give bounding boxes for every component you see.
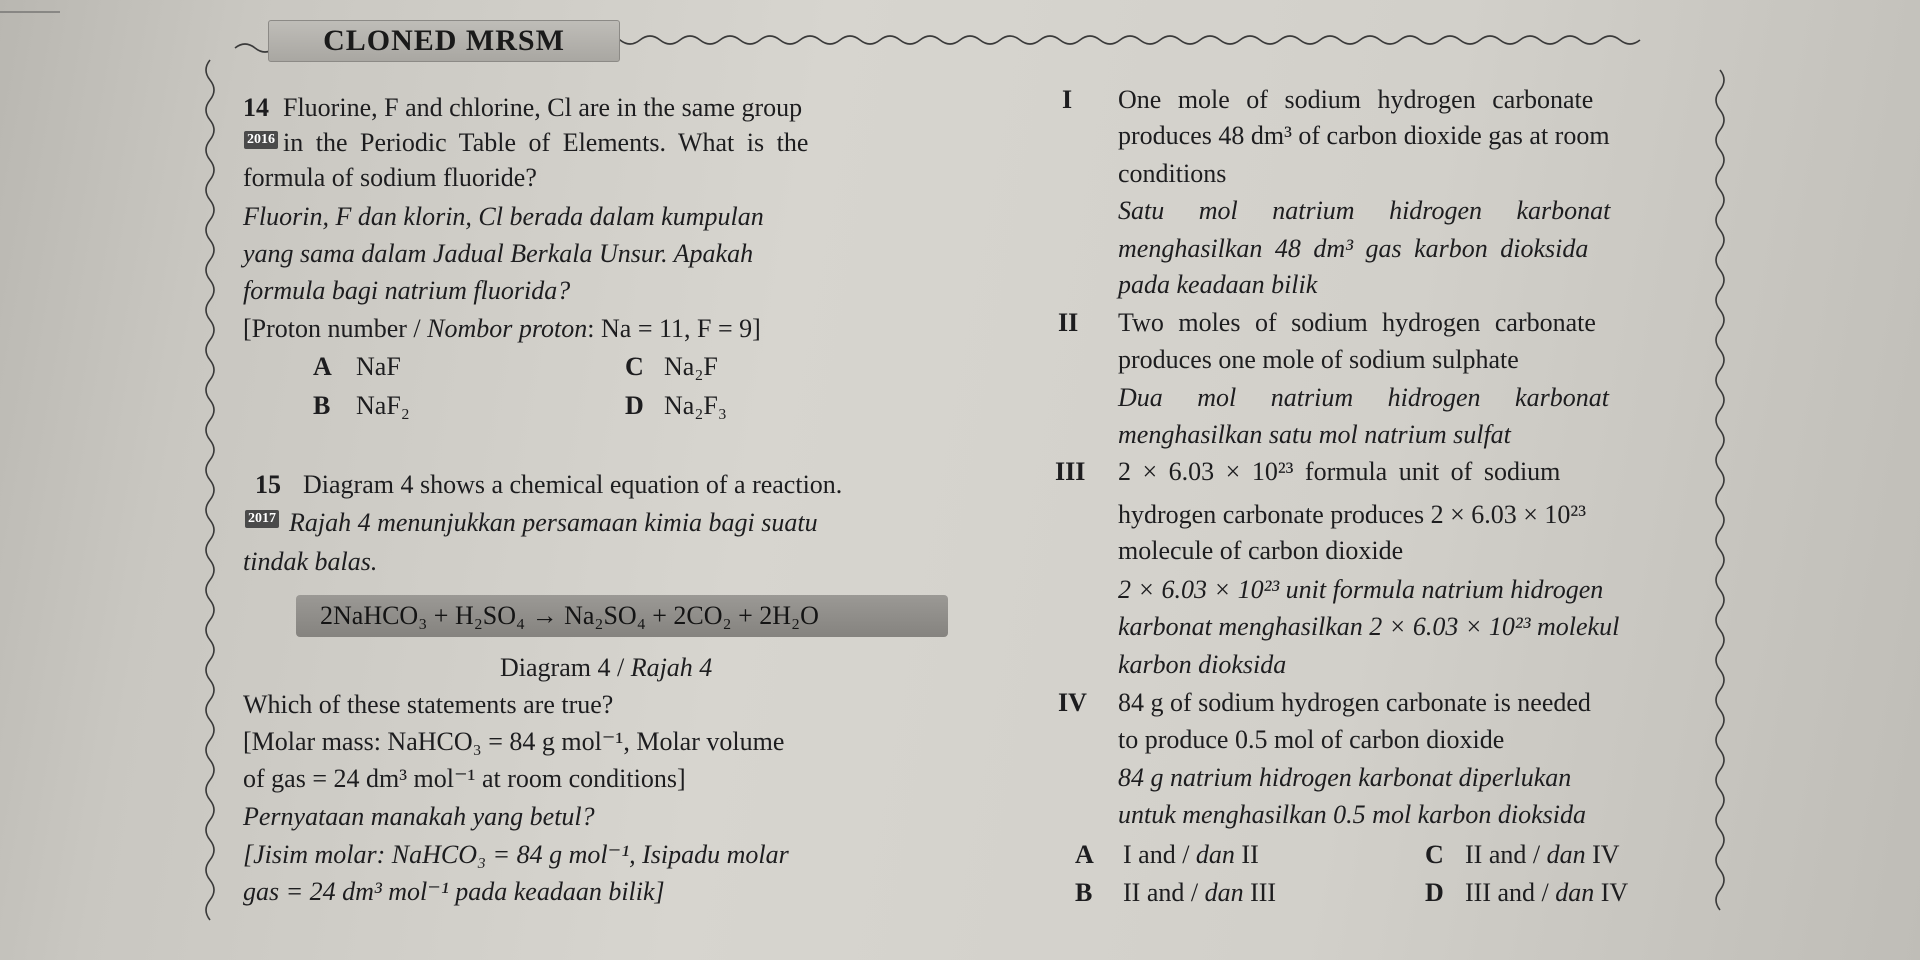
question-14-number: 14: [243, 93, 269, 122]
statement-III-en-1: 2 × 6.03 × 10²³ formula unit of sodium: [1118, 457, 1561, 486]
q14-option-d-text: Na₂F₃: [664, 391, 727, 420]
answer-a-text: I and / dan II: [1123, 840, 1259, 869]
question-14-line-2: in the Periodic Table of Elements. What is the: [283, 128, 809, 157]
statement-IV-en-1: 84 g of sodium hydrogen carbonate is needed: [1118, 688, 1591, 717]
question-15-line-1: Diagram 4 shows a chemical equation of a reaction.: [303, 470, 843, 499]
molar-info-line-1: [Molar mass: NaHCO₃ = 84 g mol⁻¹, Molar volume: [243, 727, 785, 756]
molar-info-line-2: of gas = 24 dm³ mol⁻¹ at room conditions]: [243, 764, 686, 793]
statement-II-en-1: Two moles of sodium hydrogen carbonate: [1118, 308, 1596, 337]
answer-b-letter: B: [1075, 878, 1093, 907]
q14-option-c-text: Na₂F: [664, 352, 718, 381]
answer-c-text: II and / dan IV: [1465, 840, 1620, 869]
statement-III-ms-1: 2 × 6.03 × 10²³ unit formula natrium hidrogen: [1118, 575, 1604, 604]
question-15-ms-prompt: Pernyataan manakah yang betul?: [243, 802, 595, 831]
statement-III-en-2: hydrogen carbonate produces 2 × 6.03 × 10²³: [1118, 500, 1587, 529]
statement-III-ms-3: karbon dioksida: [1118, 650, 1287, 679]
statement-II-ms-1: Dua mol natrium hidrogen karbonat: [1118, 383, 1609, 412]
molar-info-ms-line-1: [Jisim molar: NaHCO₃ = 84 g mol⁻¹, Isipadu molar: [243, 840, 789, 869]
statement-I-en-1: One mole of sodium hydrogen carbonate: [1118, 85, 1594, 114]
proton-number-info: [Proton number / Nombor proton: Na = 11, F = 9]: [243, 314, 761, 343]
statement-IV-en-2: to produce 0.5 mol of carbon dioxide: [1118, 725, 1505, 754]
q14-option-b-letter: B: [313, 391, 331, 420]
q14-option-a-text: NaF: [356, 352, 401, 381]
statement-III-en-3: molecule of carbon dioxide: [1118, 536, 1404, 565]
statement-I-en-3: conditions: [1118, 159, 1227, 188]
q14-option-c-letter: C: [625, 352, 644, 381]
diagram-caption: Diagram 4 / Rajah 4: [500, 653, 713, 682]
question-14-line-1: Fluorine, F and chlorine, Cl are in the same group: [283, 93, 803, 122]
year-badge-2017: 2017: [245, 510, 279, 528]
statement-IV-ms-1: 84 g natrium hidrogen karbonat diperlukan: [1118, 763, 1572, 792]
question-14-ms-line-3: formula bagi natrium fluorida?: [243, 276, 571, 305]
statement-I-roman: I: [1062, 85, 1073, 114]
question-15-ms-line-1: Rajah 4 menunjukkan persamaan kimia bagi suatu: [289, 508, 818, 537]
question-15-prompt: Which of these statements are true?: [243, 690, 614, 719]
question-15-number: 15: [255, 470, 281, 499]
question-14-ms-line-1: Fluorin, F dan klorin, Cl berada dalam kumpulan: [243, 202, 764, 231]
answer-d-letter: D: [1425, 878, 1444, 907]
q14-option-d-letter: D: [625, 391, 644, 420]
molar-info-ms-line-2: gas = 24 dm³ mol⁻¹ pada keadaan bilik]: [243, 877, 665, 906]
statement-I-ms-3: pada keadaan bilik: [1118, 270, 1318, 299]
chemical-equation-box: 2NaHCO₃ + H₂SO₄ → Na₂SO₄ + 2CO₂ + 2H₂O: [296, 595, 948, 637]
answer-d-text: III and / dan IV: [1465, 878, 1629, 907]
statement-I-en-2: produces 48 dm³ of carbon dioxide gas at room: [1118, 121, 1610, 150]
question-14-ms-line-2: yang sama dalam Jadual Berkala Unsur. Apakah: [243, 239, 754, 268]
statement-II-en-2: produces one mole of sodium sulphate: [1118, 345, 1519, 374]
answer-b-text: II and / dan III: [1123, 878, 1277, 907]
q14-option-a-letter: A: [313, 352, 332, 381]
statement-III-ms-2: karbonat menghasilkan 2 × 6.03 × 10²³ molekul: [1118, 612, 1620, 641]
statement-II-roman: II: [1058, 308, 1079, 337]
statement-I-ms-1: Satu mol natrium hidrogen karbonat: [1118, 196, 1611, 225]
question-15-ms-line-2: tindak balas.: [243, 547, 378, 576]
q14-option-b-text: NaF₂: [356, 391, 410, 420]
answer-c-letter: C: [1425, 840, 1444, 869]
answer-a-letter: A: [1075, 840, 1094, 869]
statement-I-ms-2: menghasilkan 48 dm³ gas karbon dioksida: [1118, 234, 1589, 263]
question-14-line-3: formula of sodium fluoride?: [243, 163, 537, 192]
page-header-title: CLONED MRSM: [268, 20, 620, 62]
statement-II-ms-2: menghasilkan satu mol natrium sulfat: [1118, 420, 1511, 449]
statement-IV-roman: IV: [1058, 688, 1087, 717]
year-badge-2016: 2016: [244, 131, 278, 149]
statement-IV-ms-2: untuk menghasilkan 0.5 mol karbon dioksida: [1118, 800, 1586, 829]
statement-III-roman: III: [1055, 457, 1086, 486]
